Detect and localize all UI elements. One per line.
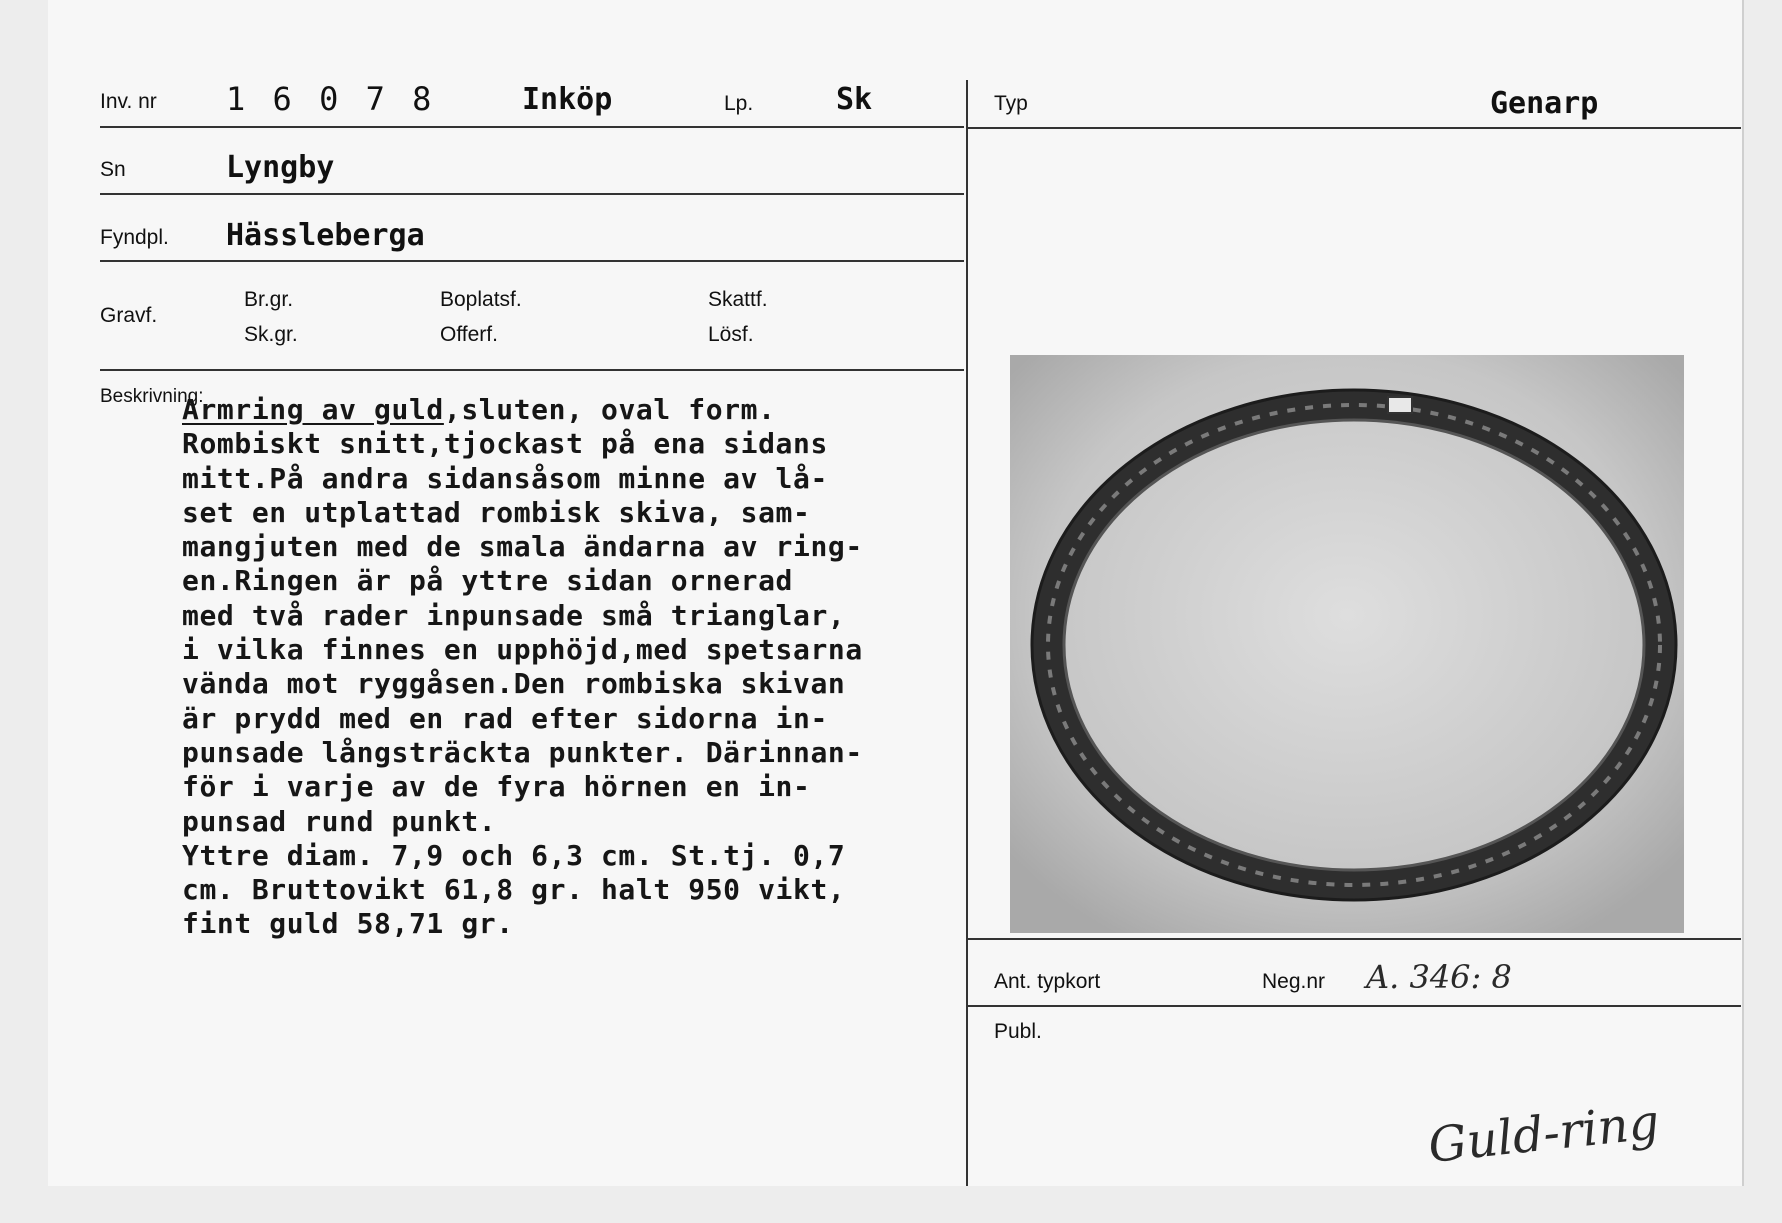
description-line: en.Ringen är på yttre sidan ornerad	[182, 564, 794, 598]
negnr-value: A. 346: 8	[1366, 958, 1512, 996]
sn-label: Sn	[100, 158, 126, 181]
ant-typkort-label: Ant. typkort	[994, 970, 1101, 993]
description-line: med två rader inpunsade små trianglar,	[182, 598, 846, 632]
photo-background	[1010, 355, 1684, 933]
lp-label: Lp.	[724, 92, 754, 115]
gravf-label: Gravf.	[100, 304, 158, 327]
description-line: Armring av guld,sluten, oval form.	[182, 393, 776, 426]
rule-row1-right	[968, 127, 1741, 129]
rule-row4	[100, 369, 964, 371]
description-line: punsade långsträckta punkter. Därinnan-	[182, 735, 863, 769]
description-line: mangjuten med de smala ändarna av ring-	[182, 530, 863, 564]
ring-illustration	[1010, 355, 1684, 933]
description-line: fint guld 58,71 gr.	[182, 907, 514, 941]
skgr-label: Sk.gr.	[244, 323, 298, 346]
skattf-label: Skattf.	[708, 288, 768, 311]
boplatsf-label: Boplatsf.	[440, 288, 522, 311]
brgr-label: Br.gr.	[244, 288, 294, 311]
inv-nr-value: 1 6 0 7 8	[226, 80, 436, 118]
artifact-photo	[1010, 355, 1684, 933]
typ-value: Genarp	[1490, 86, 1599, 121]
offerf-label: Offerf.	[440, 323, 498, 346]
fyndpl-label: Fyndpl.	[100, 226, 169, 249]
acquisition-value: Inköp	[522, 82, 613, 117]
sn-value: Lyngby	[226, 150, 335, 185]
description-line: punsad rund punkt.	[182, 804, 497, 838]
rule-row3	[100, 260, 964, 262]
description-line: cm. Bruttovikt 61,8 gr. halt 950 vikt,	[182, 873, 846, 907]
description-line: Yttre diam. 7,9 och 6,3 cm. St.tj. 0,7	[182, 838, 846, 872]
description-line: Rombiskt snitt,tjockast på ena sidans	[182, 427, 828, 461]
inv-nr-label: Inv. nr	[100, 90, 157, 113]
description-title: Armring av guld	[182, 393, 444, 426]
publ-label: Publ.	[994, 1020, 1042, 1043]
losf-label: Lösf.	[708, 323, 754, 346]
rule-ant	[968, 938, 1741, 940]
rule-publ	[968, 1005, 1741, 1007]
description-text	[182, 393, 1012, 942]
ring-clasp-plate	[1388, 397, 1412, 413]
handwritten-note: Guld-ring	[1425, 1094, 1662, 1174]
description-line: är prydd med en rad efter sidorna in-	[182, 701, 828, 735]
description-line: i vilka finnes en upphöjd,med spetsarna	[182, 633, 863, 667]
rule-row2	[100, 193, 964, 195]
description-line: mitt.På andra sidansåsom minne av lå-	[182, 461, 828, 495]
description-line: set en utplattad rombisk skiva, sam-	[182, 495, 811, 529]
typ-label: Typ	[994, 92, 1028, 115]
description-line: vända mot ryggåsen.Den rombiska skivan	[182, 667, 846, 701]
beskrivning-label: Beskrivning:	[100, 386, 204, 407]
fyndpl-value: Hässleberga	[226, 218, 425, 253]
lp-value: Sk	[836, 82, 873, 117]
rule-row1	[100, 126, 964, 128]
description-line: för i varje av de fyra hörnen en in-	[182, 770, 811, 804]
negnr-label: Neg.nr	[1262, 970, 1326, 993]
